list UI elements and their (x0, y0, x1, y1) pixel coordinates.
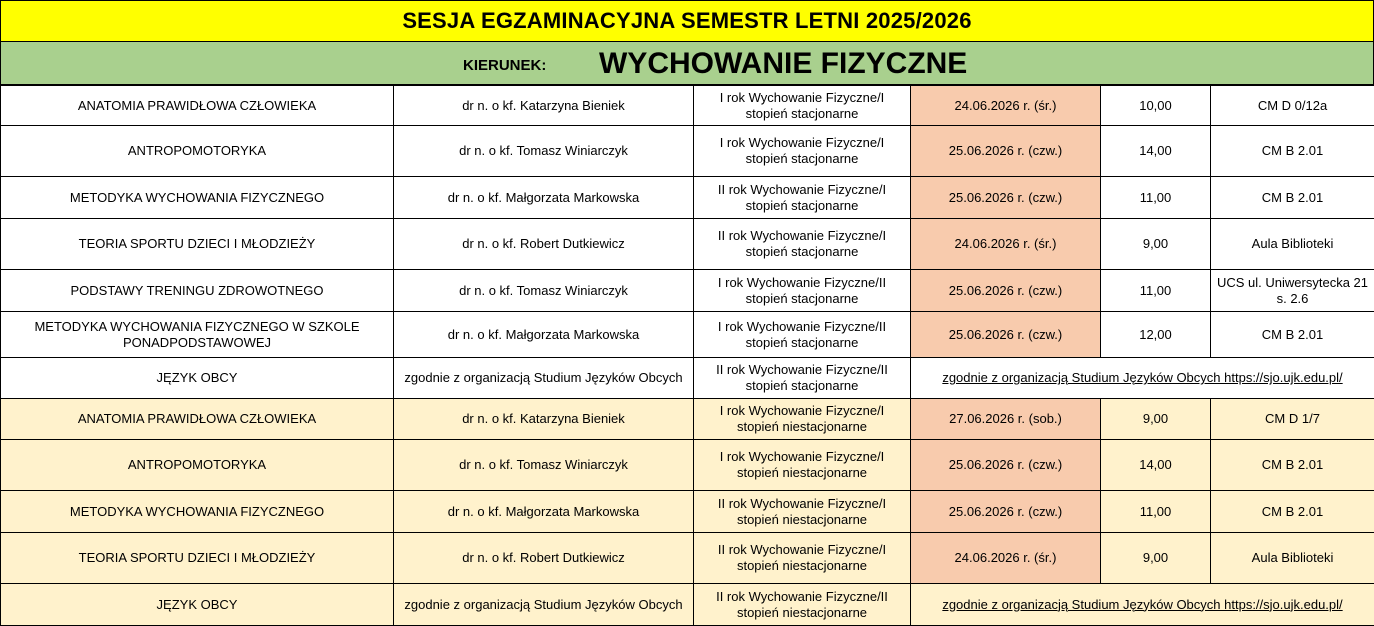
table-row (1, 312, 1374, 358)
subject-cell: TEORIA SPORTU DZIECI I MŁODZIEŻY (1, 219, 394, 270)
time-cell: 10,00 (1101, 86, 1211, 126)
room-cell: CM D 1/7 (1211, 399, 1374, 440)
table-row (1, 270, 1374, 312)
group-cell: I rok Wychowanie Fizyczne/II stopień stacjonarne (694, 312, 911, 358)
time-cell: 11,00 (1101, 177, 1211, 219)
table-row (1, 358, 1374, 399)
subject-cell: JĘZYK OBCY (1, 584, 394, 626)
subject-cell: ANATOMIA PRAWIDŁOWA CZŁOWIEKA (1, 399, 394, 440)
teacher-cell: dr n. o kf. Katarzyna Bieniek (394, 86, 694, 126)
group-cell: I rok Wychowanie Fizyczne/II stopień stacjonarne (694, 270, 911, 312)
group-cell: II rok Wychowanie Fizyczne/II stopień niestacjonarne (694, 584, 911, 626)
teacher-cell: dr n. o kf. Katarzyna Bieniek (394, 399, 694, 440)
time-cell: 12,00 (1101, 312, 1211, 358)
group-cell: I rok Wychowanie Fizyczne/I stopień niestacjonarne (694, 440, 911, 491)
group-cell: II rok Wychowanie Fizyczne/I stopień stacjonarne (694, 219, 911, 270)
date-cell: 24.06.2026 r. (śr.) (911, 86, 1101, 126)
group-cell: I rok Wychowanie Fizyczne/I stopień stacjonarne (694, 86, 911, 126)
table-row (1, 440, 1374, 491)
subject-cell: ANATOMIA PRAWIDŁOWA CZŁOWIEKA (1, 86, 394, 126)
date-cell: 25.06.2026 r. (czw.) (911, 126, 1101, 177)
language-info-link[interactable]: zgodnie z organizacją Studium Języków Obcych https://sjo.ujk.edu.pl/ (911, 358, 1374, 399)
teacher-cell: dr n. o kf. Małgorzata Markowska (394, 312, 694, 358)
room-cell: CM B 2.01 (1211, 491, 1374, 533)
room-cell: CM B 2.01 (1211, 440, 1374, 491)
teacher-cell: dr n. o kf. Tomasz Winiarczyk (394, 440, 694, 491)
subject-cell: METODYKA WYCHOWANIA FIZYCZNEGO (1, 177, 394, 219)
subject-cell: PODSTAWY TRENINGU ZDROWOTNEGO (1, 270, 394, 312)
date-cell: 24.06.2026 r. (śr.) (911, 219, 1101, 270)
table-row (1, 177, 1374, 219)
subject-cell: TEORIA SPORTU DZIECI I MŁODZIEŻY (1, 533, 394, 584)
table-row (1, 219, 1374, 270)
date-cell: 24.06.2026 r. (śr.) (911, 533, 1101, 584)
subject-cell: METODYKA WYCHOWANIA FIZYCZNEGO W SZKOLE PONADPODSTAWOWEJ (1, 312, 394, 358)
date-cell: 25.06.2026 r. (czw.) (911, 440, 1101, 491)
subject-cell: ANTROPOMOTORYKA (1, 126, 394, 177)
time-cell: 11,00 (1101, 270, 1211, 312)
room-cell: Aula Biblioteki (1211, 533, 1374, 584)
group-cell: II rok Wychowanie Fizyczne/II stopień stacjonarne (694, 358, 911, 399)
date-cell: 25.06.2026 r. (czw.) (911, 177, 1101, 219)
room-cell: CM B 2.01 (1211, 177, 1374, 219)
room-cell: CM B 2.01 (1211, 312, 1374, 358)
page-title: SESJA EGZAMINACYJNA SEMESTR LETNI 2025/2026 (0, 0, 1374, 42)
group-cell: II rok Wychowanie Fizyczne/I stopień niestacjonarne (694, 533, 911, 584)
table-row (1, 399, 1374, 440)
table-row (1, 491, 1374, 533)
time-cell: 9,00 (1101, 219, 1211, 270)
group-cell: I rok Wychowanie Fizyczne/I stopień niestacjonarne (694, 399, 911, 440)
table-row (1, 533, 1374, 584)
room-cell: CM D 0/12a (1211, 86, 1374, 126)
time-cell: 9,00 (1101, 533, 1211, 584)
group-cell: I rok Wychowanie Fizyczne/I stopień stacjonarne (694, 126, 911, 177)
teacher-cell: zgodnie z organizacją Studium Języków Obcych (394, 584, 694, 626)
room-cell: CM B 2.01 (1211, 126, 1374, 177)
kierunek-label: KIERUNEK: (463, 42, 546, 85)
group-cell: II rok Wychowanie Fizyczne/I stopień stacjonarne (694, 177, 911, 219)
room-cell: UCS ul. Uniwersytecka 21 s. 2.6 (1211, 270, 1374, 312)
kierunek-row (0, 42, 1374, 85)
subject-cell: JĘZYK OBCY (1, 358, 394, 399)
date-cell: 25.06.2026 r. (czw.) (911, 491, 1101, 533)
subject-cell: ANTROPOMOTORYKA (1, 440, 394, 491)
subject-cell: METODYKA WYCHOWANIA FIZYCZNEGO (1, 491, 394, 533)
kierunek-value: WYCHOWANIE FIZYCZNE (599, 42, 967, 85)
teacher-cell: dr n. o kf. Małgorzata Markowska (394, 491, 694, 533)
date-cell: 27.06.2026 r. (sob.) (911, 399, 1101, 440)
exam-table-body (1, 86, 1374, 626)
time-cell: 14,00 (1101, 126, 1211, 177)
teacher-cell: dr n. o kf. Małgorzata Markowska (394, 177, 694, 219)
teacher-cell: dr n. o kf. Robert Dutkiewicz (394, 533, 694, 584)
time-cell: 14,00 (1101, 440, 1211, 491)
date-cell: 25.06.2026 r. (czw.) (911, 270, 1101, 312)
table-row (1, 584, 1374, 626)
group-cell: II rok Wychowanie Fizyczne/I stopień niestacjonarne (694, 491, 911, 533)
table-row (1, 126, 1374, 177)
teacher-cell: dr n. o kf. Tomasz Winiarczyk (394, 126, 694, 177)
time-cell: 9,00 (1101, 399, 1211, 440)
teacher-cell: dr n. o kf. Tomasz Winiarczyk (394, 270, 694, 312)
room-cell: Aula Biblioteki (1211, 219, 1374, 270)
exam-table (0, 85, 1374, 626)
table-row (1, 86, 1374, 126)
teacher-cell: zgodnie z organizacją Studium Języków Obcych (394, 358, 694, 399)
language-info-link[interactable]: zgodnie z organizacją Studium Języków Obcych https://sjo.ujk.edu.pl/ (911, 584, 1374, 626)
teacher-cell: dr n. o kf. Robert Dutkiewicz (394, 219, 694, 270)
time-cell: 11,00 (1101, 491, 1211, 533)
date-cell: 25.06.2026 r. (czw.) (911, 312, 1101, 358)
